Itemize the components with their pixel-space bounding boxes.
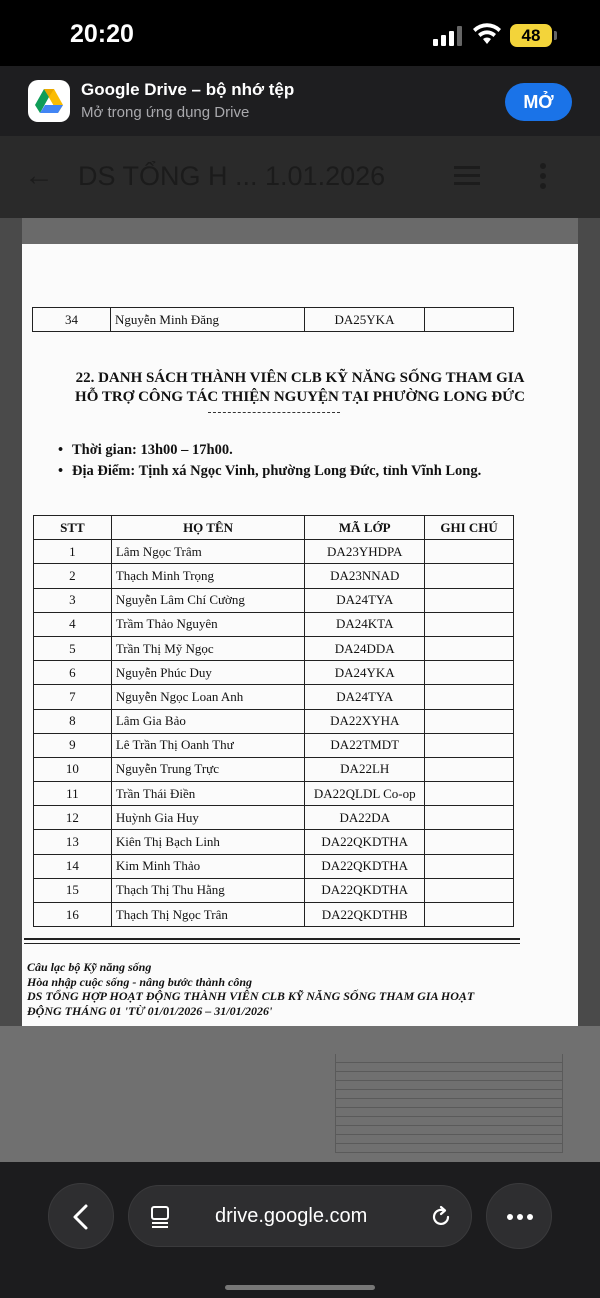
header-stt: STT: [34, 516, 112, 540]
footer-rule-thin: [24, 943, 520, 944]
document-title: DS TỔNG H ... 1.01.2026: [78, 161, 386, 191]
cell-stt: 8: [34, 709, 112, 733]
cell-class: DA22DA: [305, 806, 425, 830]
cell-note: [425, 685, 514, 709]
cell-stt: 14: [34, 854, 112, 878]
cell-name: Huỳnh Gia Huy: [111, 806, 304, 830]
status-time: 20:20: [70, 20, 134, 48]
cell-name: Lê Trần Thị Oanh Thư: [111, 733, 304, 757]
viewer-toolbar: [0, 136, 600, 218]
table-row: [34, 854, 514, 878]
member-table: [33, 515, 514, 927]
home-indicator: [225, 1285, 375, 1290]
wifi-icon: [472, 22, 502, 46]
document-page: [22, 244, 578, 1026]
document-footer: [27, 960, 507, 1018]
banner-subtitle: Mở trong ứng dụng Drive: [81, 104, 250, 121]
cell-note: [425, 806, 514, 830]
cell-stt: 3: [34, 588, 112, 612]
cell-name: Nguyễn Minh Đăng: [111, 308, 305, 332]
cell-note: [425, 757, 514, 781]
table-row: [34, 661, 514, 685]
cell-class: DA24TYA: [305, 588, 425, 612]
cell-note: [425, 588, 514, 612]
browser-back-button[interactable]: [48, 1183, 114, 1249]
cell-name: Nguyễn Trung Trực: [111, 757, 304, 781]
section-heading: [22, 369, 578, 407]
footer-line-2: Hòa nhập cuộc sống - nâng bước thành công: [27, 974, 253, 989]
battery-tip: [554, 31, 557, 40]
table-row: [34, 878, 514, 902]
cell-name: Thạch Minh Trọng: [111, 564, 304, 588]
cell-class: DA22QKDTHA: [305, 830, 425, 854]
heading-underline: [208, 412, 340, 413]
cell-note: [425, 564, 514, 588]
cell-note: [425, 903, 514, 927]
cell-note: [425, 830, 514, 854]
cell-name: Trần Thị Mỹ Ngọc: [111, 636, 304, 660]
more-dots-icon: [487, 1184, 553, 1250]
cell-class: DA22QKDTHB: [305, 903, 425, 927]
banner-title: Google Drive – bộ nhớ tệp: [81, 80, 295, 99]
cell-name: Thạch Thị Thu Hằng: [111, 878, 304, 902]
previous-page-strip: [22, 218, 578, 244]
cell-class: DA22QKDTHA: [305, 878, 425, 902]
address-bar[interactable]: [128, 1185, 472, 1247]
cell-class: DA24TYA: [305, 685, 425, 709]
cell-class: DA23NNAD: [305, 564, 425, 588]
cell-note: [425, 782, 514, 806]
cell-stt: 34: [33, 308, 111, 332]
open-app-button[interactable]: MỞ: [505, 83, 572, 121]
cell-stt: 11: [34, 782, 112, 806]
header-note: GHI CHÚ: [425, 516, 514, 540]
table-row: [34, 540, 514, 564]
table-row: [34, 806, 514, 830]
viewer-kebab-icon[interactable]: [538, 162, 548, 190]
cell-name: Lâm Gia Bảo: [111, 709, 304, 733]
footer-line-1: Câu lạc bộ Kỹ năng sống: [27, 960, 152, 974]
cell-stt: 1: [34, 540, 112, 564]
cell-stt: 15: [34, 878, 112, 902]
footer-line-4: ĐỘNG THÁNG 01 'TỪ 01/01/2026 – 31/01/2026': [27, 1003, 273, 1018]
table-row: [34, 782, 514, 806]
cell-stt: 2: [34, 564, 112, 588]
cell-stt: 16: [34, 903, 112, 927]
cell-class: DA22TMDT: [305, 733, 425, 757]
cell-stt: 10: [34, 757, 112, 781]
cell-note: [425, 878, 514, 902]
cell-note: [425, 636, 514, 660]
table-row: [34, 830, 514, 854]
cell-name: Nguyễn Phúc Duy: [111, 661, 304, 685]
cell-class: DA22QKDTHA: [305, 854, 425, 878]
cell-class: DA22LH: [305, 757, 425, 781]
cell-note: [425, 612, 514, 636]
table-row: [34, 612, 514, 636]
cell-stt: 13: [34, 830, 112, 854]
heading-line-1: 22. DANH SÁCH THÀNH VIÊN CLB KỸ NĂNG SỐNG THAM GIA: [75, 370, 525, 386]
time-bullet: • Thời gian: 13h00 – 17h00.: [72, 442, 233, 459]
previous-table-tail: [32, 307, 514, 332]
footer-rule-thick: [24, 938, 520, 940]
table-row: [34, 636, 514, 660]
cell-class: DA22XYHA: [305, 709, 425, 733]
table-row: [34, 564, 514, 588]
place-bullet: • Địa Điểm: Tịnh xá Ngọc Vinh, phường Long Đức, tỉnh Vĩnh Long.: [72, 463, 481, 480]
cell-name: Kim Minh Thảo: [111, 854, 304, 878]
next-page-table-preview: [335, 1054, 563, 1162]
heading-line-2: HỖ TRỢ CÔNG TÁC THIỆN NGUYỆN TẠI PHƯỜNG LONG ĐỨC: [75, 389, 525, 405]
cell-name: Kiên Thị Bạch Linh: [111, 830, 304, 854]
cell-stt: 5: [34, 636, 112, 660]
cell-class: DA24DDA: [305, 636, 425, 660]
cell-note: [425, 540, 514, 564]
battery-indicator: 48: [510, 24, 552, 47]
cell-stt: 12: [34, 806, 112, 830]
table-row: [33, 308, 514, 332]
list-icon[interactable]: [454, 164, 480, 188]
chevron-left-icon: [49, 1184, 115, 1250]
cell-class: DA22QLDL Co-op: [305, 782, 425, 806]
table-row: [34, 903, 514, 927]
cell-stt: 7: [34, 685, 112, 709]
cell-class: DA24KTA: [305, 612, 425, 636]
app-banner: [0, 66, 600, 136]
cell-class: DA24YKA: [305, 661, 425, 685]
cell-stt: 9: [34, 733, 112, 757]
cell-name: Nguyễn Ngọc Loan Anh: [111, 685, 304, 709]
table-row: [34, 709, 514, 733]
browser-bottom-bar: [0, 1162, 600, 1298]
table-row: [34, 588, 514, 612]
cell-note: [425, 661, 514, 685]
header-class: MÃ LỚP: [305, 516, 425, 540]
cell-name: Lâm Ngọc Trâm: [111, 540, 304, 564]
table-row: [34, 685, 514, 709]
cellular-signal-icon: [433, 26, 463, 46]
cell-class: DA25YKA: [305, 308, 425, 332]
cell-stt: 6: [34, 661, 112, 685]
cell-name: Trầm Thảo Nguyên: [111, 612, 304, 636]
cell-note: [425, 709, 514, 733]
table-row: [34, 757, 514, 781]
cell-name: Nguyễn Lâm Chí Cường: [111, 588, 304, 612]
tabs-icon[interactable]: [149, 1205, 173, 1229]
google-drive-logo-icon: [28, 80, 70, 122]
more-menu-button[interactable]: [486, 1183, 552, 1249]
cell-note: [425, 733, 514, 757]
reload-icon[interactable]: [429, 1205, 453, 1229]
cell-class: DA23YHDPA: [305, 540, 425, 564]
cell-stt: 4: [34, 612, 112, 636]
cell-name: Trần Thái Điền: [111, 782, 304, 806]
header-name: HỌ TÊN: [111, 516, 304, 540]
table-row: [34, 733, 514, 757]
cell-note: [425, 308, 514, 332]
url-text: drive.google.com: [215, 1205, 368, 1227]
status-bar: [0, 0, 600, 70]
footer-line-3: DS TỔNG HỢP HOẠT ĐỘNG THÀNH VIÊN CLB KỸ NĂNG SỐNG THAM GIA HOẠT: [27, 989, 475, 1003]
viewer-back-arrow-icon[interactable]: ←: [24, 159, 54, 192]
cell-name: Thạch Thị Ngọc Trân: [111, 903, 304, 927]
cell-note: [425, 854, 514, 878]
table-header-row: [34, 516, 514, 540]
